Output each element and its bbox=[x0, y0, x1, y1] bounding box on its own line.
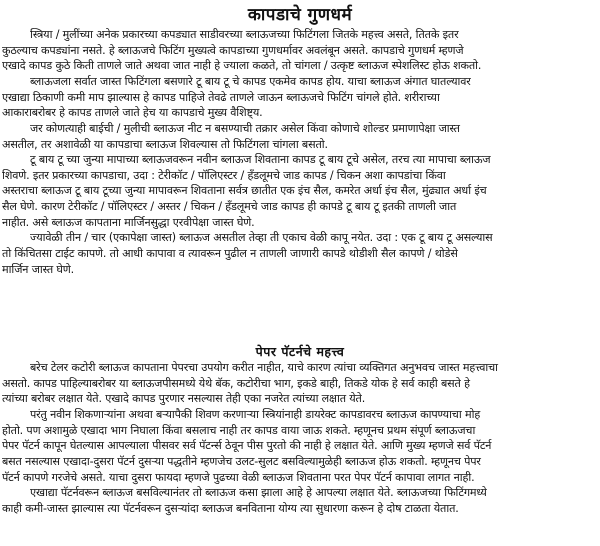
text-line: जर कोणत्याही बाईची / मुलीची ब्लाऊज नीट न बसण्याची तक्रार असेल किंवा कोणाचे शोल्डर प्रमाणापेक्षा जास्त bbox=[30, 121, 460, 135]
text-line: शिवणे. इतर प्रकारच्या कापडाचा, उदा : टेरीकॉट / पॉलिएस्टर / हॅंडलूमचे जाड कापड / चिकन अशा कापडांचा किंवा bbox=[2, 168, 446, 182]
text-line: पेपर पॅटर्न कापून घेतल्यास आपल्याला पीसवर सर्व पॅटर्न्स ठेवून पीस पुरतो की नाही हे लक्षात येते. आणि मुख्य म्हणजे सर्व पॅटर्न bbox=[2, 439, 492, 453]
text-line: एखाद्या पॅटर्नवरून ब्लाऊज बसविल्यानंतर तो ब्लाऊज कसा झाला आहे हे आपल्या लक्षात येते. ब्लाऊजच्या फिटिंगमध्ये bbox=[30, 486, 487, 500]
text-line: असतो. कापड पाहिल्याबरोबर या ब्लाऊजपीसमध्ये येथे बॅक, कटोरीचा भाग, इकडे बाही, तिकडे योक हे सर्व काही बसते हे bbox=[2, 376, 470, 390]
paragraph bbox=[2, 121, 596, 152]
text-line: नाहीत. असे ब्लाऊज कापताना मार्जिनसुद्धा एरवीपेक्षा जास्त घेणे. bbox=[2, 215, 255, 229]
text-line: पॅटर्न कापणे गरजेचे असते. याचा दुसरा फायदा म्हणजे पुढच्या वेळी ब्लाऊज शिवताना परत पेपर पॅटर्न कापावा लागत नाही. bbox=[2, 470, 475, 484]
text-line: स्त्रिया / मुलींच्या अनेक प्रकारच्या कपड्यात साडीवरच्या ब्लाऊजच्या फिटिंगला जितके महत्त्व असते, तितके इतर bbox=[30, 28, 459, 41]
text-line: मार्जिन जास्त घेणे. bbox=[2, 262, 75, 276]
text-line: ब्लाऊजला सर्वात जास्त फिटिंगला बसणारे टू बाय टू चे कापड एकमेव कापड होय. याचा ब्लाऊज अंगात घातल्यावर bbox=[30, 74, 471, 88]
text-line: एखादे कापड कुठे किती ताणले जाते अथवा जात नाही हे ज्याला कळते, तो चांगला / उत्कृष्ट ब्लाऊज स्पेशलिस्ट होऊ शकतो. bbox=[2, 59, 482, 73]
paragraph bbox=[2, 74, 596, 121]
text-line: ज्यावेळी तीन / चार (एकापेक्षा जास्त) ब्लाऊज असतील तेव्हा ती एकाच वेळी कापू नयेत. उदा : एक टू बाय टू असल्यास bbox=[30, 231, 493, 245]
text-line: त्यांच्या बरोबर लक्षात येते. एखादे कापड पुरणार नसल्यास तेही एका नजरेत त्यांच्या लक्षात येते. bbox=[2, 392, 366, 406]
text-line: एखाद्या ठिकाणी कमी माप झाल्यास हे कापड पाहिजे तेवढे ताणले जाऊन ब्लाऊजचे फिटिंग चांगले होते. शरीराच्या bbox=[2, 90, 440, 104]
text-line: बरेच टेलर कटोरी ब्लाऊज कापताना पेपरचा उपयोग करीत नाहीत, याचे कारण त्यांचा व्यक्तिगत अनुभवच जास्त महत्त्वाचा bbox=[30, 361, 498, 374]
text-line: होतो. पण अशामुळे एखादा भाग निघाला किंवा बसलाच नाही तर कापड वाया जाऊ शकते. म्हणूनच प्रथम संपूर्ण ब्लाऊजचा bbox=[2, 423, 476, 437]
paragraph bbox=[2, 360, 596, 407]
section-title-fabric-properties: कापडाचे गुणधर्म bbox=[247, 5, 353, 25]
text-line: कुठल्याच कपड्यांना नसते. हे ब्लाऊजचे फिटिंग मुख्यत्वे कापडाच्या गुणधर्मावर अवलंबून असते. कापडाचे गुणधर्म म्हणजे bbox=[2, 43, 464, 57]
paragraph bbox=[2, 230, 596, 277]
text-line: बसत नसल्यास एखादा-दुसरा पॅटर्न दुसऱ्या पद्धतीने म्हणजेच उलट-सुलट बसविल्यामुळेही ब्लाऊज होऊ शकतो. म्हणूनच पेपर bbox=[2, 454, 481, 468]
paragraph bbox=[2, 407, 596, 485]
text-line: परंतु नवीन शिकणाऱ्यांना अथवा बऱ्यापैकी शिवण करणाऱ्या स्त्रियांनाही डायरेक्ट कापडावरच ब्लाऊज कापण्याचा मोह bbox=[30, 407, 481, 421]
paragraph bbox=[2, 27, 596, 74]
text-line: तो किंचितसा टाईट कापणे. तो आधी कापावा व त्यावरून पुढील न ताणली जाणारी कापडे थोडीशी सैल कापणे / थोडेसे bbox=[2, 247, 458, 261]
text-line: सैल घेणे. कारण टेरीकॉट / पॉलिएस्टर / अस्तर / चिकन / हॅंडलूमचे जाड कापड ही कापडे टू बाय टू इतकी ताणली जात bbox=[2, 200, 457, 214]
section-title-paper-pattern: पेपर पॅटर्नचे महत्त्व bbox=[255, 344, 345, 359]
text-line: आकाराबरोबर हे कापड ताणले जाते हेच या कापडाचे मुख्य वैशिष्ट्य. bbox=[2, 106, 263, 120]
text-line: टू बाय टू च्या जुन्या मापाच्या ब्लाऊजवरून नवीन ब्लाऊज शिवताना कापड टू बाय टूचे असेल, तरच त्या मापाचा ब्लाऊज bbox=[30, 153, 491, 167]
text-line: काही कमी-जास्त झाल्यास त्या पॅटर्नवरून दुसऱ्यांदा ब्लाऊज बनविताना योग्य त्या सुधारणा करून हे दोष टाळता येतात. bbox=[2, 501, 459, 515]
text-line: अस्तराचा ब्लाऊज टू बाय टूच्या जुन्या मापावरून शिवताना सर्वत्र छातीत एक इंच सैल, कमरेत अर्धा इंच सैल, मुंढ्यात अर्धा इंच bbox=[2, 184, 487, 198]
paragraph bbox=[2, 152, 596, 230]
paragraph bbox=[2, 485, 596, 516]
text-line: असतील, तर अशावेळी या कापडाचा ब्लाऊज शिवल्यास तो फिटिंगला चांगला बसतो. bbox=[2, 137, 328, 151]
